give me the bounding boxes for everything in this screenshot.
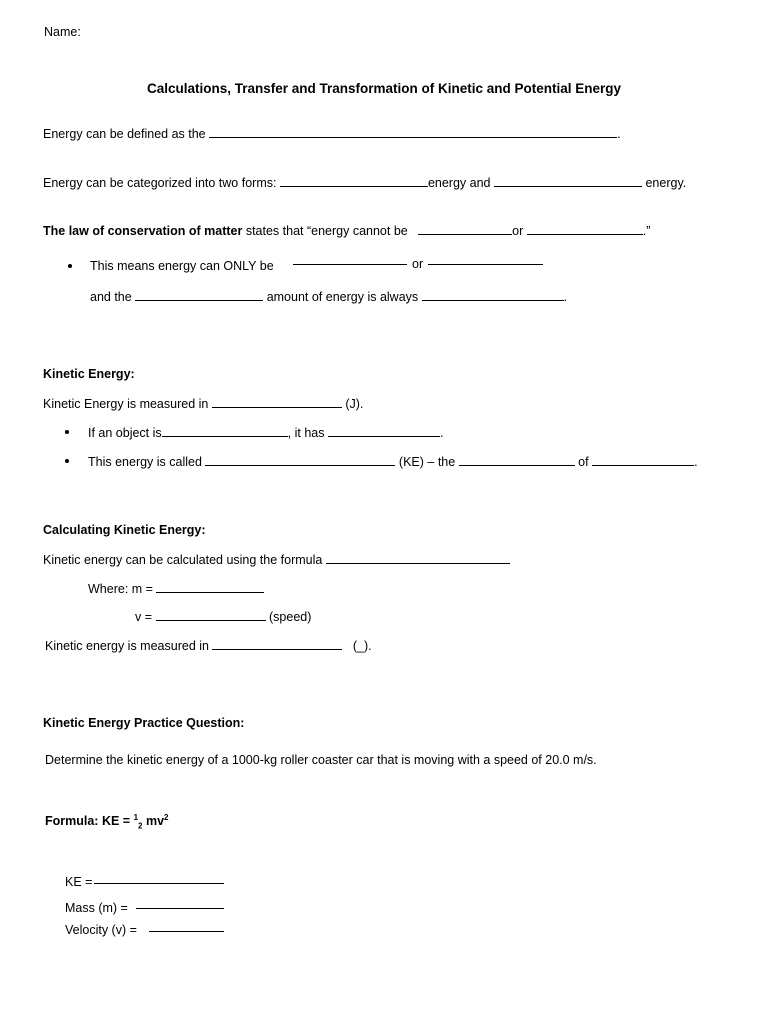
definition-end: . [617,127,621,141]
if-object-blank[interactable] [162,424,288,437]
only-be-blank-1[interactable] [293,264,407,265]
only-be-or: or [412,257,424,271]
form1-blank[interactable] [280,174,428,187]
it-has-end: . [439,426,444,440]
ke-the-text: (KE) – the [398,455,456,469]
law-bold-text: The law of conservation of matter [43,224,243,238]
definition-blank[interactable] [209,125,617,138]
mass-label: Mass (m) = [65,901,128,915]
law-blank-2[interactable] [527,222,643,235]
ke-answer-blank[interactable] [94,883,224,884]
of-blank[interactable] [592,453,694,466]
energy-end-text: energy. [645,176,687,190]
formula-text: Kinetic energy can be calculated using the formula [43,553,323,567]
formula-label: Formula: KE = [45,814,131,828]
formula-line [43,551,510,568]
of-end: . [694,455,698,469]
velocity-label: Velocity (v) = [65,923,137,937]
v-text: v = [135,610,153,624]
practice-heading: Kinetic Energy Practice Question: [43,716,245,730]
v-blank[interactable] [156,608,266,621]
law-or-text: or [512,224,524,238]
practice-question: Determine the kinetic energy of a 1000-kg roller coaster car that is moving with a speed of 20.0 m/s. [45,753,597,767]
form2-blank[interactable] [494,174,642,187]
called-text: This energy is called [88,455,202,469]
amount-end: . [563,290,568,304]
bullet-icon [65,459,69,463]
ke-measured-text-2: Kinetic energy is measured in [45,639,209,653]
formula-blank[interactable] [326,551,510,564]
fraction-denominator: 2 [138,821,143,831]
ke-answer-label: KE = [65,875,93,889]
ke-unit-paren: (_). [352,639,372,653]
only-be-text: This means energy can ONLY be [90,259,274,273]
ke-measured-line-2 [45,637,372,654]
if-object-text: If an object is [88,426,162,440]
forms-text: Energy can be categorized into two forms: [43,176,277,190]
name-label: Name: [44,25,81,39]
it-has-text: , it has [287,426,325,440]
energy-and-text: energy and [427,176,491,190]
v-line [135,608,311,625]
fraction-numerator: 1 [133,812,139,822]
ke-measured-text: Kinetic Energy is measured in [43,397,209,411]
mass-blank[interactable] [136,908,224,909]
ke-the-blank[interactable] [459,453,575,466]
formula-display [45,813,169,829]
definition-text: Energy can be defined as the [43,127,206,141]
called-line [88,453,698,470]
called-blank[interactable] [205,453,395,466]
ke-measured-blank[interactable] [212,395,342,408]
calculating-heading: Calculating Kinetic Energy: [43,523,206,537]
only-be-blank-2[interactable] [428,264,543,265]
law-line [43,222,650,239]
formula-mv: mv [145,814,165,828]
bullet-icon [68,264,72,268]
where-m-blank[interactable] [156,580,264,593]
bullet-icon [65,430,69,434]
ke-unit-text: (J). [345,397,364,411]
of-text: of [578,455,589,469]
law-text: states that “energy cannot be [245,224,408,238]
ke-measured-line [43,395,363,412]
it-has-blank[interactable] [328,424,440,437]
and-the-text: and the [90,290,132,304]
law-blank-1[interactable] [418,222,512,235]
amount-blank-1[interactable] [135,288,263,301]
kinetic-heading: Kinetic Energy: [43,367,135,381]
definition-line [43,125,621,142]
speed-text: (speed) [269,610,312,624]
amount-text: amount of energy is always [266,290,419,304]
where-m-line [88,580,264,597]
forms-line [43,174,686,191]
velocity-blank[interactable] [149,931,224,932]
amount-line [90,288,567,305]
where-m-text: Where: m = [88,582,153,596]
amount-blank-2[interactable] [422,288,564,301]
law-end-text: .” [642,224,651,238]
page-title: Calculations, Transfer and Transformation of Kinetic and Potential Energy [146,81,622,96]
formula-square: 2 [164,812,169,822]
ke-measured-blank-2[interactable] [212,637,342,650]
if-object-line [88,424,443,441]
